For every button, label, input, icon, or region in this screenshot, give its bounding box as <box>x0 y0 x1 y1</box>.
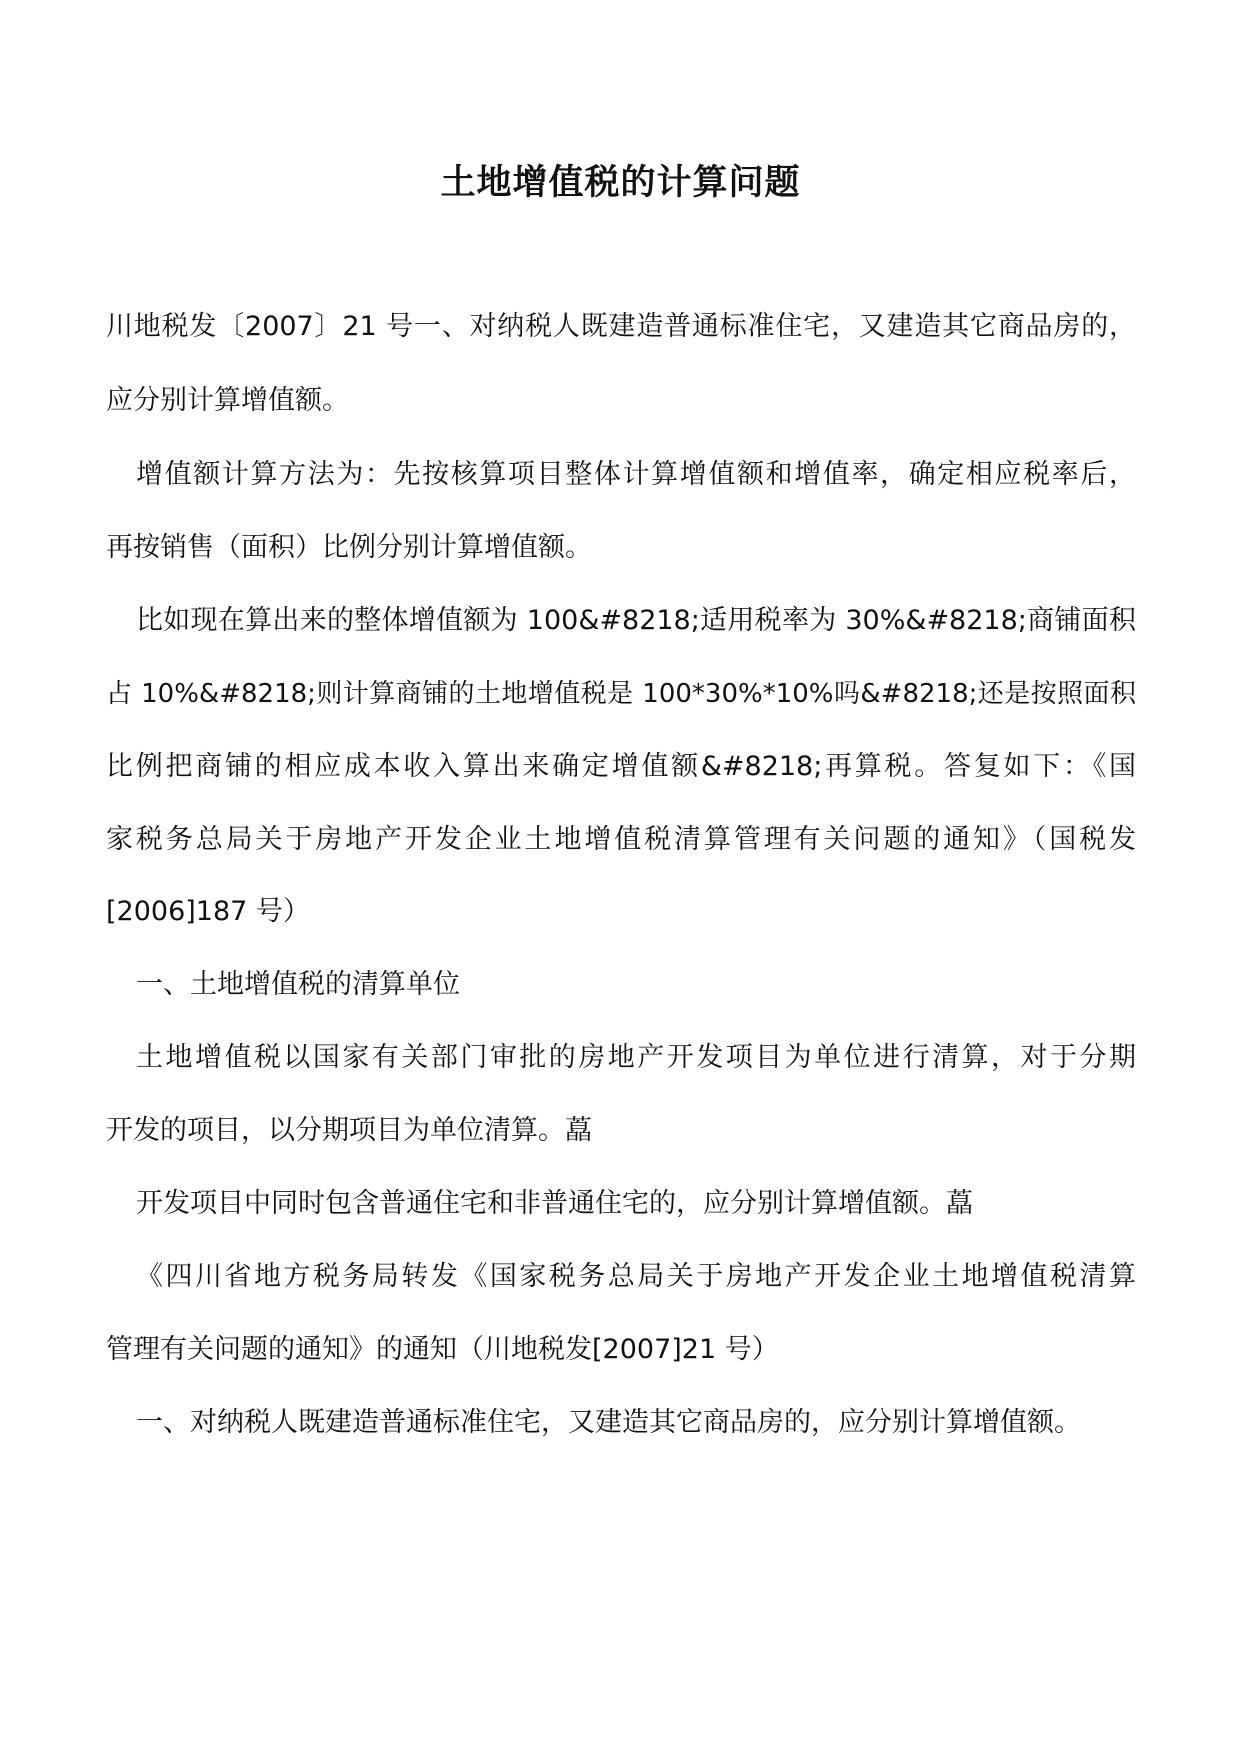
document-title: 土地增值税的计算问题 <box>440 162 801 203</box>
paragraph-line: 再按销售（面积）比例分别计算增值额。 <box>106 532 592 563</box>
paragraph-line: 比如现在算出来的整体增值额为 100&#8218;适用税率为 30%&#8218;商铺面积 <box>136 605 1136 636</box>
paragraph-line: 土地增值税以国家有关部门审批的房地产开发项目为单位进行清算，对于分期 <box>136 1042 1136 1073</box>
paragraph-line: 应分别计算增值额。 <box>106 385 349 416</box>
paragraph-line: 管理有关问题的通知》的通知（川地税发[2007]21 号） <box>106 1334 779 1365</box>
paragraph-line: 开发项目中同时包含普通住宅和非普通住宅的，应分别计算增值额。藠 <box>136 1188 973 1219</box>
paragraph-line: 比例把商铺的相应成本收入算出来确定增值额&#8218;再算税。答复如下：《国 <box>106 751 1136 782</box>
paragraph-line: 一、对纳税人既建造普通标准住宅，又建造其它商品房的，应分别计算增值额。 <box>136 1407 1081 1438</box>
paragraph-line: [2006]187 号） <box>106 896 310 927</box>
paragraph-line: 开发的项目，以分期项目为单位清算。藠 <box>106 1115 592 1146</box>
paragraph-line: 家税务总局关于房地产开发企业土地增值税清算管理有关问题的通知》（国税发 <box>106 824 1136 855</box>
paragraph-line: 《四川省地方税务局转发《国家税务总局关于房地产开发企业土地增值税清算 <box>136 1261 1136 1292</box>
paragraph-line: 占 10%&#8218;则计算商铺的土地增值税是 100*30%*10%吗&#8218;还是按照面积 <box>106 679 1136 709</box>
paragraph-line: 增值额计算方法为：先按核算项目整体计算增值额和增值率，确定相应税率后， <box>136 459 1136 490</box>
section-heading: 一、土地增值税的清算单位 <box>136 969 460 1000</box>
paragraph-line: 川地税发〔2007〕21 号一、对纳税人既建造普通标准住宅，又建造其它商品房的， <box>106 311 1136 342</box>
